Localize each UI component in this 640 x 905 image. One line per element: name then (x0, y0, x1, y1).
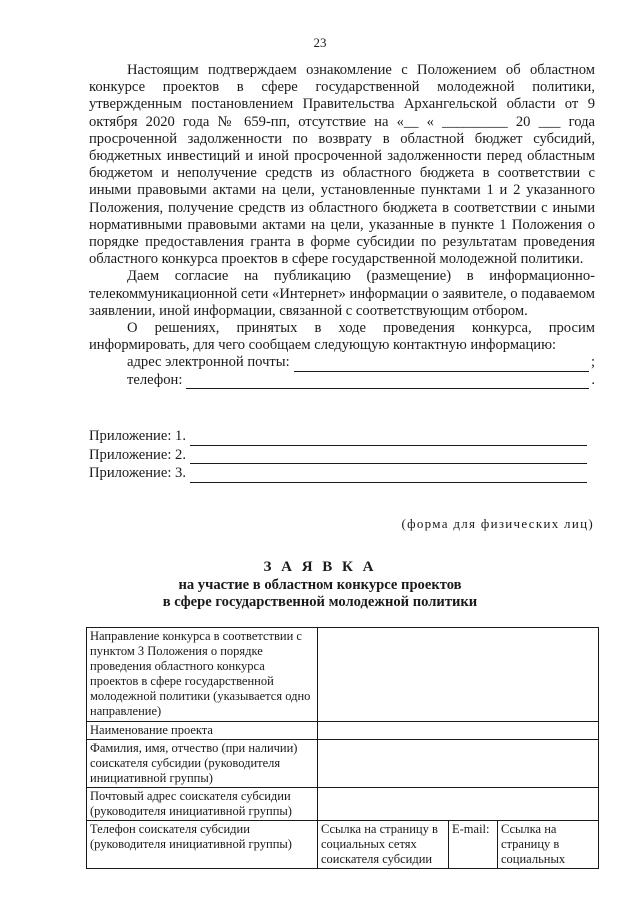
row-label-project-name: Наименование проекта (87, 721, 318, 739)
form-note: (форма для физических лиц) (401, 516, 594, 531)
table-row (87, 721, 599, 739)
phone-line-end: . (591, 371, 595, 388)
email-cell: E-mail: (449, 821, 498, 869)
title-line-2: в сфере государственной молодежной политики (162, 594, 478, 610)
email-line (89, 354, 595, 371)
title-main: З А Я В К А (263, 559, 377, 575)
table-row (87, 628, 599, 722)
appendix-field-3[interactable] (190, 468, 587, 483)
appendix-line-2 (89, 446, 595, 465)
row-label-phone: Телефон соискателя субсидии (руководителя инициативной группы) (87, 821, 318, 869)
appendix-label-1: Приложение: 1. (89, 428, 186, 444)
row-label-postal-address: Почтовый адрес соискателя субсидии (руководителя инициативной группы) (87, 787, 318, 820)
email-field[interactable] (294, 358, 589, 372)
table-row (87, 739, 599, 787)
row-label-full-name: Фамилия, имя, отчество (при наличии) соискателя субсидии (руководителя инициативной группы) (87, 739, 318, 787)
appendix-line-3 (89, 464, 595, 483)
appendix-field-2[interactable] (190, 449, 587, 464)
full-name-value-cell[interactable] (318, 739, 599, 787)
table-row (87, 821, 599, 869)
phone-field[interactable] (186, 375, 589, 389)
email-label: адрес электронной почты: (127, 354, 290, 371)
appendix-line-1 (89, 427, 595, 446)
phone-line (89, 372, 595, 389)
social-link-cell: Ссылка на страницу в социальных сетях соискателя субсидии (318, 821, 449, 869)
paragraph-consent: Даем согласие на публикацию (размещение) в информационно-телекоммуникационной сети «Интернет» информации о заявителе, о подаваемом заявлении, иной информации, связанной с соответствующим отбором. (89, 268, 595, 319)
social-link-cell-2: Ссылка на страницу в социальных (498, 821, 599, 869)
application-form-table (86, 627, 599, 869)
paragraph-contact-request: О решениях, принятых в ходе проведения конкурса, просим информировать, для чего сообщаем следующую контактную информацию: (89, 320, 595, 354)
phone-label: телефон: (127, 371, 183, 388)
page-number: 23 (313, 35, 327, 50)
row-label-direction: Направление конкурса в соответствии с пунктом 3 Положения о порядке проведения областного конкурса проектов в сфере государственной молодежной политики (указывается одно направление) (87, 628, 318, 722)
title-line-1: на участие в областном конкурсе проектов (178, 577, 462, 593)
paragraph-confirmation: Настоящим подтверждаем ознакомление с Положением об областном конкурсе проектов в сфере государственной молодежной политики, утвержденным постановлением Правительства Архангельской области от 9 октября 2020 года № 659-пп, отсутствие на «__ « _________ 20 ___ года просроченной задолженности по возврату в областной бюджет субсидий, бюджетных инвестиций и иной просроченной задолженности перед областным бюджетом и неполучение средств из областного бюджета в соответствии с иными правовыми актами на цели, установленные пунктами 1 и 2 указанного Положения, получение средств из областного бюджета в соответствии с иными нормативными правовыми актами на цели, указанные в пункте 1 Положения о порядке предоставления гранта в форме субсидии по результатам проведения областного конкурса проектов в сфере государственной молодежной политики. (89, 62, 595, 268)
appendices (89, 427, 595, 483)
project-name-value-cell[interactable] (318, 721, 599, 739)
postal-address-value-cell[interactable] (318, 787, 599, 820)
direction-value-cell[interactable] (318, 628, 599, 722)
email-line-end: ; (590, 354, 595, 371)
table-row (87, 787, 599, 820)
appendix-label-3: Приложение: 3. (89, 465, 186, 481)
appendix-field-1[interactable] (190, 431, 587, 446)
appendix-label-2: Приложение: 2. (89, 446, 186, 463)
application-title (0, 558, 640, 611)
body-text (89, 62, 595, 389)
